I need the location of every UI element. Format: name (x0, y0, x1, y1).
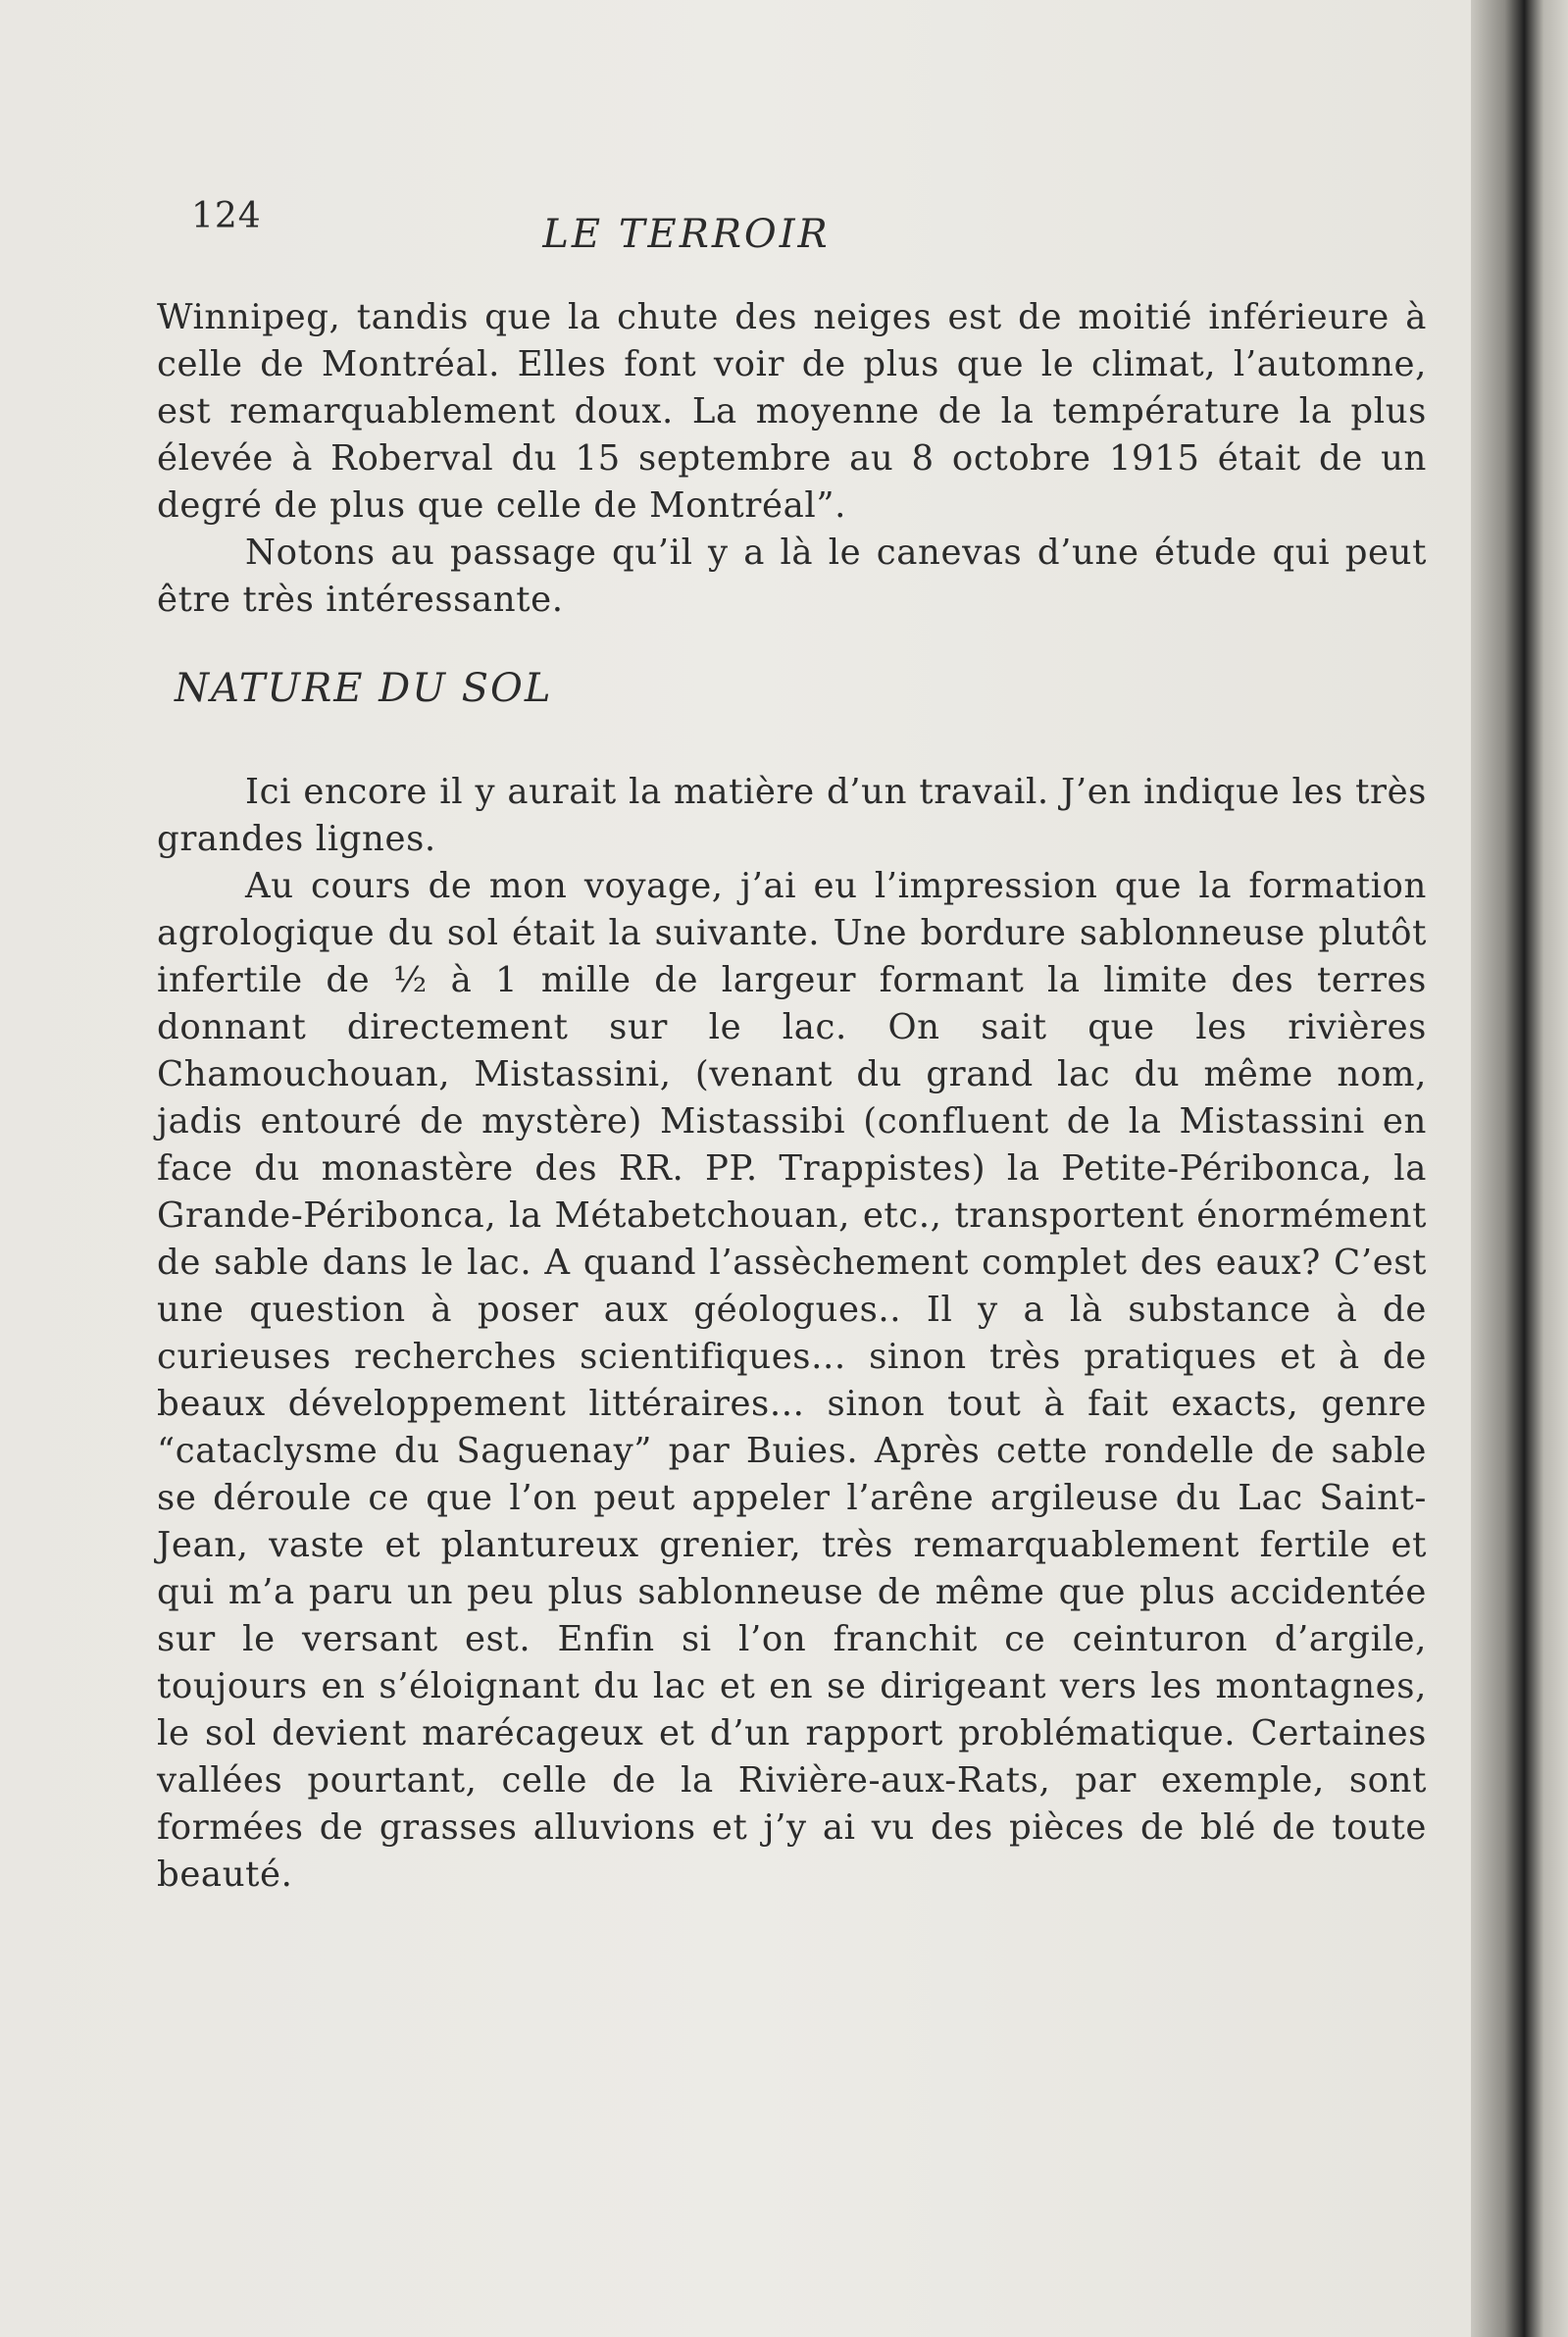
paragraph-intro: Ici encore il y aurait la matière d’un travail. J’en indique les très grandes lignes. (157, 772, 1427, 859)
book-binding-edge (1471, 0, 1568, 2337)
page-body (157, 294, 1427, 1899)
page-number: 124 (191, 196, 262, 236)
paragraph-note: Notons au passage qu’il y a là le canevas d’une étude qui peut être très intéressante. (157, 533, 1427, 620)
paragraph-soil: Au cours de mon voyage, j’ai eu l’impression que la formation agrologique du sol était la suivante. Une bordure sablonneuse plutôt infertile de ½ à 1 mille de largeur formant la limite des terres donnant directement sur le lac. On sait que les rivières Chamouchouan, Mistassini, (venant du grand lac du même nom, jadis entouré de mystère) Mistassibi (confluent de la Mistassini en face du monastère des RR. PP. Trappistes) la Petite-Péribonca, la Grande-Péribonca, la Métabetchouan, etc., transportent énormément de sable dans le lac. A quand l’assèchement complet des eaux? C’est une question à poser aux géologues.. Il y a là substance à de curieuses recherches scientifiques... sinon très pratiques et à de beaux développement littéraires... sinon tout à fait exacts, genre “cataclysme du Saguenay” par Buies. Après cette rondelle de sable se déroule ce que l’on peut appeler l’arêne argileuse du Lac Saint-Jean, vaste et plantureux grenier, très remarquablement fertile et qui m’a paru un peu plus sablonneuse de même que plus accidentée sur le versant est. Enfin si l’on franchit ce ceinturon d’argile, toujours en s’éloignant du lac et en se dirigeant vers les montagnes, le sol devient marécageux et d’un rapport problématique. Certaines vallées pourtant, celle de la Rivière-aux-Rats, par exemple, sont formées de grasses alluvions et j’y ai vu des pièces de blé de toute beauté. (157, 866, 1427, 1895)
section-heading: NATURE DU SOL (175, 666, 553, 711)
running-head: LE TERROIR (542, 212, 831, 257)
paragraph-continuation: Winnipeg, tandis que la chute des neiges est de moitié inférieure à celle de Montréal. Elles font voir de plus que le climat, l’automne, est remarquablement doux. La moyenne de la température la plus élevée à Roberval du 15 septembre au 8 octobre 1915 était de un degré de plus que celle de Montréal”. (157, 297, 1427, 526)
